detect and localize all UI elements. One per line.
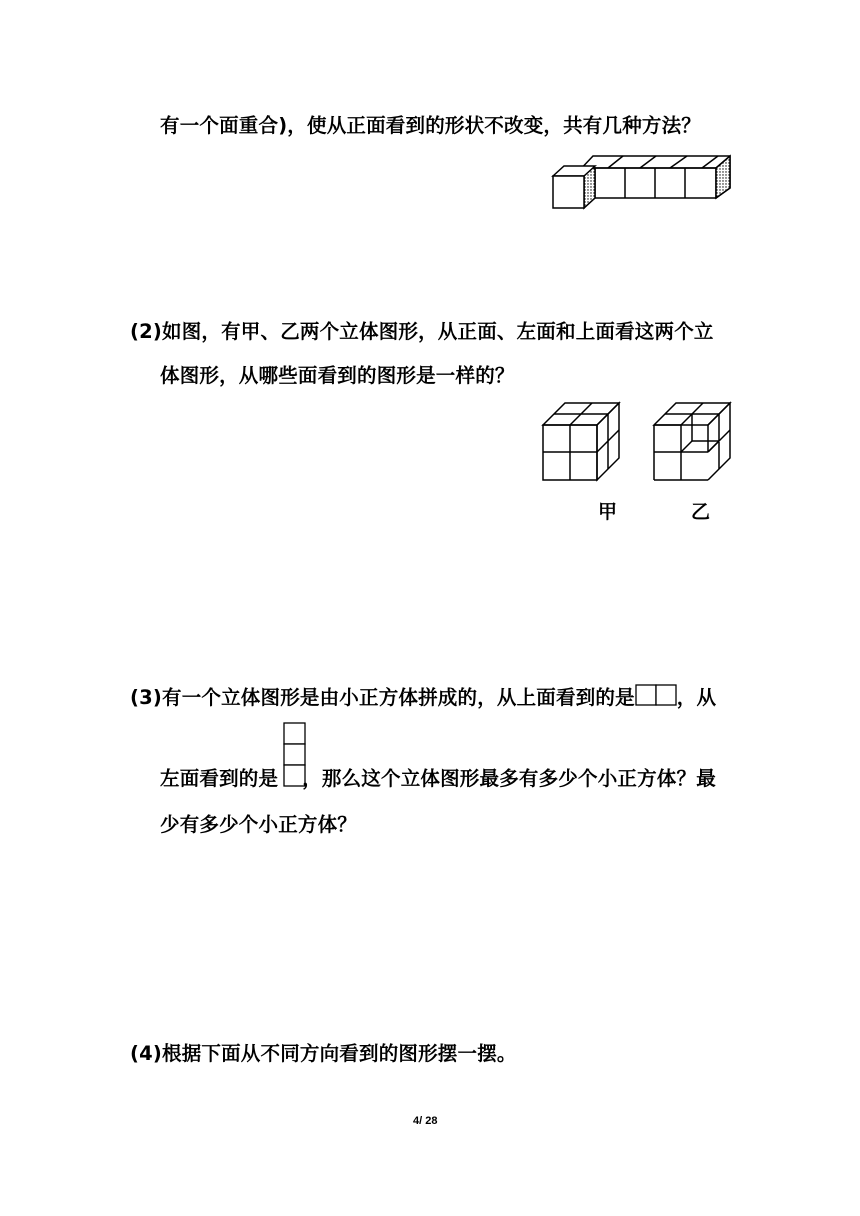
q3-line1-text-b: ，从 (676, 686, 717, 709)
q3-text-line-1 (130, 682, 716, 711)
label-jia: 甲 (598, 501, 618, 523)
q2-figure-jia (540, 400, 624, 484)
page-number: 4/ 28 (413, 1115, 438, 1127)
label-yi: 乙 (691, 501, 711, 523)
q3-top-view-figure (635, 684, 677, 706)
q3-line2-text-b: ，那么这个立体图形最多有多少个小正方体？最 (302, 767, 716, 790)
q4-text-line-1: (4)根据下面从不同方向看到的图形摆一摆。 (130, 1042, 517, 1065)
q1-cube-row-figure (548, 150, 734, 214)
q3-line2-text-a: 左面看到的是 (160, 767, 279, 790)
q3-text-line-3: 少有多少个小正方体？ (160, 813, 358, 836)
q2-figure-yi (651, 400, 735, 484)
q3-line1-text-a: (3)有一个立体图形是由小正方体拼成的，从上面看到的是 (130, 686, 635, 709)
q2-text-line-1: (2)如图，有甲、乙两个立体图形，从正面、左面和上面看这两个立 (130, 320, 714, 343)
q3-text-line-2 (160, 766, 716, 792)
q1-text-line: 有一个面重合)，使从正面看到的形状不改变，共有几种方法？ (160, 114, 702, 137)
q2-text-line-2: 体图形，从哪些面看到的图形是一样的？ (160, 364, 515, 387)
